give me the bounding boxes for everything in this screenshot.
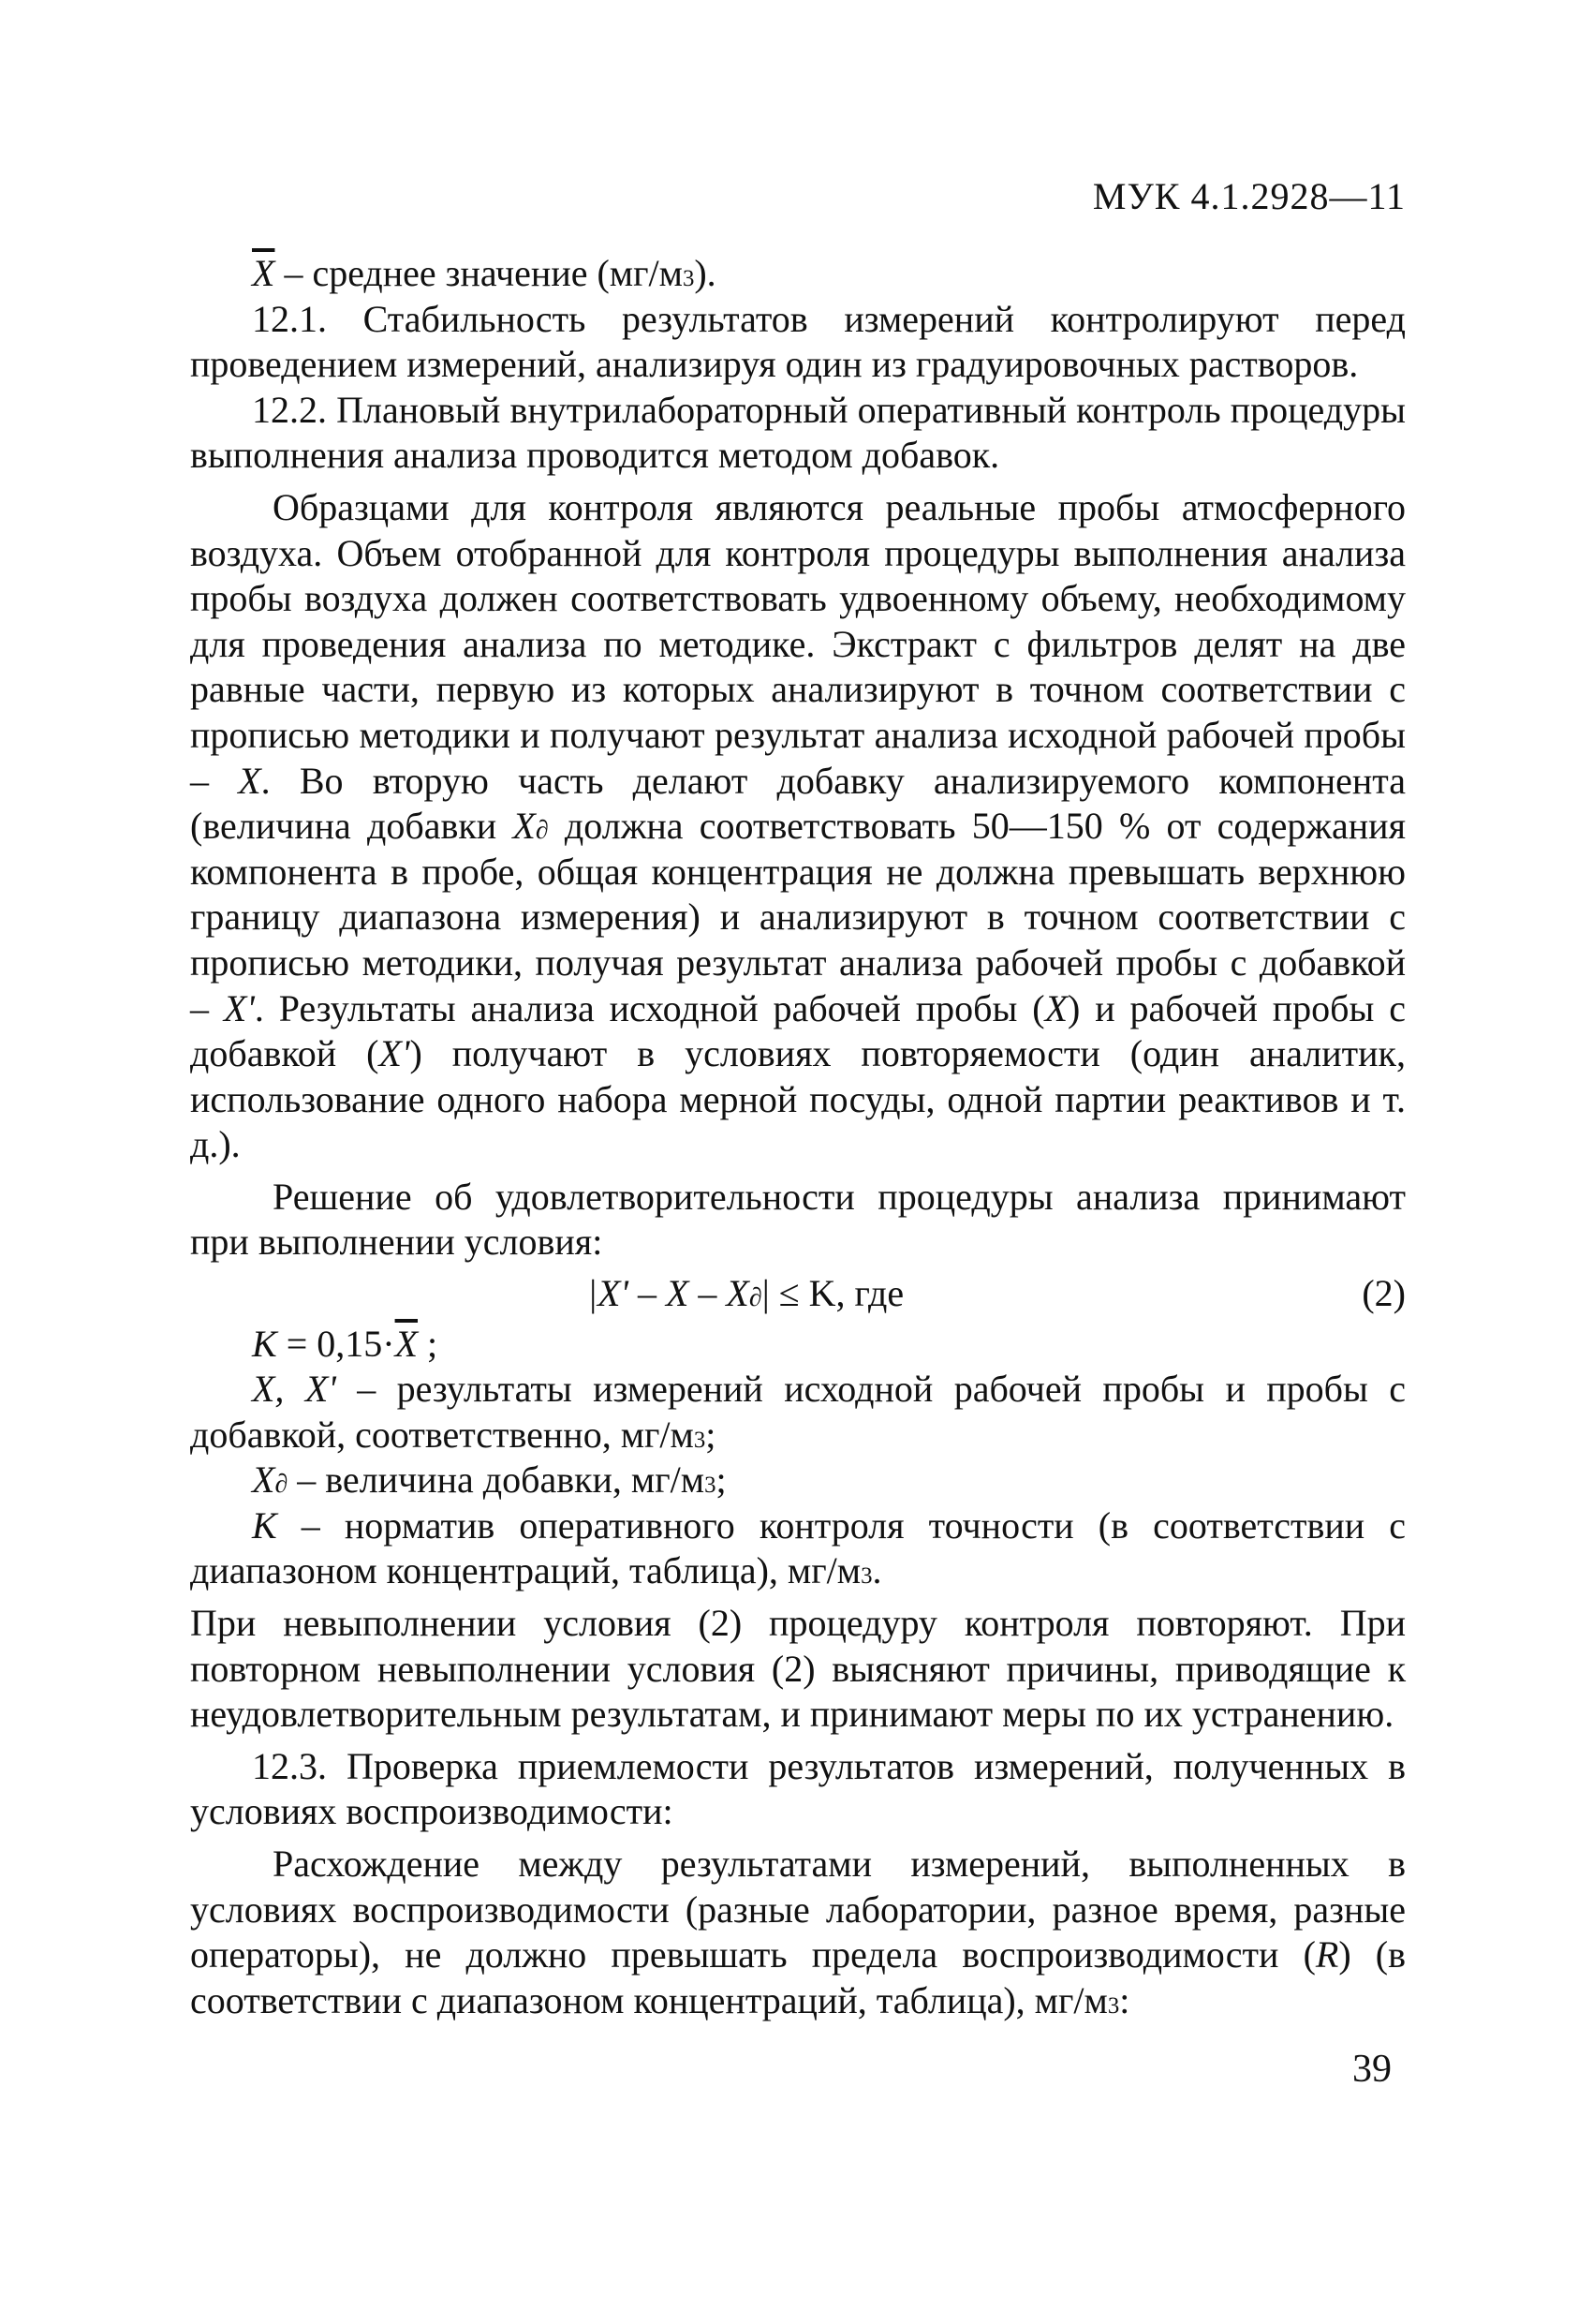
x-symbol-2: X [1044, 986, 1069, 1029]
r-symbol: R [1315, 1933, 1339, 1976]
k-norm-definition [190, 1503, 1406, 1594]
x-definition-text: – результаты измерений исходной рабочей пробы и пробы с добавкой, соответственно, мг/м [190, 1368, 1406, 1456]
samples-paragraph [190, 485, 1406, 1168]
mean-symbol: $\overline{X}$ [252, 252, 275, 294]
xd-def-subscript: ∂ [274, 1470, 288, 1500]
samples-text-6: ) получают в условиях повторяемости (один аналитик, использование одного набора мерной посуды, одной партии реактивов и т. д.). [190, 1032, 1406, 1166]
samples-text-2: . Во вторую часть делают добавку анализируемого компонента (величина добавки [190, 759, 1406, 848]
k-norm-sup: 3 [861, 1563, 873, 1590]
discrepancy-text-1: Расхождение между результатами измерений, выполненных в условиях воспроизводимости (разные лаборатории, разное время, разные операторы), не должно превышать предела воспроизводимости ( [190, 1843, 1406, 1976]
document-code-header: МУК 4.1.2928—11 [1092, 175, 1406, 217]
formula-number: (2) [1362, 1272, 1406, 1315]
samples-text-3: должна соответствовать 50—150 % от содержания компонента в пробе, общая концентрация не должна превышать верхнюю границу диапазона измерения) и анализируют в точном соответствии с прописью методики, получая результат анализа рабочей пробы с добавкой – [190, 805, 1406, 1029]
x-definition-tail: ; [705, 1413, 716, 1456]
section-12-1: 12.1. Стабильность результатов измерений контролируют перед проведением измерений, анализируя один из градуировочных растворов. [190, 297, 1406, 386]
mean-definition [190, 251, 1406, 297]
x-symbol: X [238, 759, 261, 802]
xd-definition [190, 1458, 1406, 1503]
mean-definition-tail: ). [694, 252, 716, 294]
formula-expr: |X' – X – X [587, 1272, 749, 1315]
discrepancy-paragraph [190, 1842, 1406, 2023]
k-definition [190, 1322, 1406, 1367]
samples-text-5: ) и рабочей пробы с добавкой ( [190, 986, 1406, 1075]
discrepancy-tail: : [1119, 1978, 1130, 2021]
formula-line [190, 1271, 1406, 1325]
decision-paragraph: Решение об удовлетворительности процедуры анализа принимают при выполнении условия: [190, 1175, 1406, 1264]
xd-definition-text: – величина добавки, мг/м [288, 1458, 705, 1502]
k-equation: = 0,15· [276, 1323, 395, 1366]
samples-text-1: Образцами для контроля являются реальные пробы атмосферного воздуха. Объем отобранной для контроля процедуры выполнения анализа пробы воздуха должен соответствовать удвоенному объему, необходимому для проведения анализа по методике. Экстракт с фильтров делят на две равные части, первую из которых анализируют в точном соответствии с прописью методики и получают результат анализа исходной рабочей пробы – [190, 485, 1406, 802]
formula-tail: | ≤ K, где [761, 1272, 905, 1315]
section-12-2: 12.2. Плановый внутрилабораторный оперативный контроль процедуры выполнения анализа проводится методом добавок. [190, 388, 1406, 477]
samples-text-4: . Результаты анализа исходной рабочей пробы ( [254, 986, 1045, 1029]
failure-paragraph: При невыполнении условия (2) процедуру контроля повторяют. При повторном невыполнении условия (2) выясняют причины, приводящие к неудовлетворительным результатам, и принимают меры по их устранению. [190, 1602, 1406, 1736]
x-prime-symbol: X' [223, 986, 255, 1029]
k-norm-text: – норматив оперативного контроля точности (в соответствии с диапазоном концентраций, таблица), мг/м [190, 1503, 1406, 1592]
x-mean-symbol: $\overline{X}$ [394, 1323, 419, 1366]
xd-def-symbol: X [252, 1458, 275, 1502]
xd-subscript: ∂ [535, 816, 549, 846]
x-xprime-symbols: X, X' [252, 1368, 336, 1411]
document-body [190, 251, 1406, 2023]
k-tail: ; [418, 1323, 438, 1366]
discrepancy-text-2: ) (в соответствии с диапазоном концентраций, таблица), мг/м [190, 1933, 1406, 2021]
x-definition [190, 1367, 1406, 1458]
mean-definition-text: – среднее значение (мг/м [274, 252, 683, 294]
x-definition-sup: 3 [693, 1427, 706, 1453]
unit-superscript: 3 [682, 266, 695, 291]
xd-definition-tail: ; [715, 1458, 727, 1502]
formula-subscript: ∂ [748, 1283, 762, 1313]
xd-definition-sup: 3 [704, 1473, 716, 1499]
section-12-3: 12.3. Проверка приемлемости результатов измерений, полученных в условиях воспроизводимости: [190, 1744, 1406, 1833]
formula-expression [587, 1271, 904, 1317]
k-symbol: K [252, 1323, 277, 1366]
page-number: 39 [1352, 2048, 1392, 2091]
x-prime-symbol-2: X' [378, 1032, 410, 1075]
xd-symbol: X [512, 805, 536, 848]
discrepancy-sup: 3 [1107, 1992, 1120, 2019]
k-def-symbol: K [252, 1503, 277, 1547]
k-norm-tail: . [872, 1549, 882, 1592]
